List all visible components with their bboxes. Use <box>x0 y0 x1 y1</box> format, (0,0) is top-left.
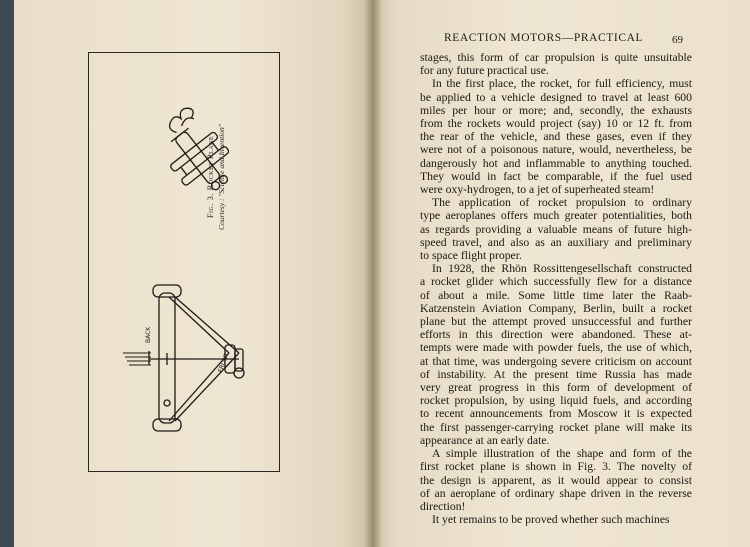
page-number: 69 <box>672 34 683 46</box>
open-book <box>14 0 750 547</box>
text-line: at that time, was undergoing severe criticism on account <box>420 354 692 368</box>
text-line: very great progress in this form of development of <box>420 381 692 395</box>
text-line: speed travel, and also as an auxiliary and preliminary <box>420 235 692 249</box>
text-line: were not of a poisonous nature, would, nevertheless, be <box>420 143 692 157</box>
text-line: as regards providing a valuable means of future high- <box>420 222 692 236</box>
text-line: of about a mile. Some little time later the Raab- <box>420 288 692 302</box>
text-line: The application of rocket propulsion to ordinary <box>432 196 692 210</box>
text-line: It yet remains to be proved whether such machines <box>432 513 670 527</box>
rocket-plane-illustration <box>89 53 281 473</box>
text-line: the first passenger-carrying rocket plane will make its <box>420 420 692 434</box>
figure-label-back: BACK <box>145 326 152 343</box>
text-line: dangerously hot and inflammable to anything touched. <box>420 156 692 170</box>
text-line: of instability. At the present time Russia has made <box>420 367 692 381</box>
text-line: be applied to a vehicle designed to travel at least 600 <box>420 90 692 104</box>
text-line: to recent announcements from Moscow it is expected <box>420 407 692 421</box>
text-line: first rocket plane is shown in Fig. 3. The novelty of <box>420 460 692 474</box>
text-line: efforts in this direction were abandoned. These at- <box>420 328 692 342</box>
text-line: Katzenstein Aviation Company, Berlin, built a rocket <box>420 301 692 315</box>
text-line: the rear of the vehicle, and these gases, even if they <box>420 130 692 144</box>
text-line: A simple illustration of the shape and form of the <box>432 447 692 461</box>
figure-label-front: FRONT <box>217 351 231 374</box>
text-line: miles per hour or more; and, secondly, the exhausts <box>420 103 692 117</box>
text-line: appearance at an early date. <box>420 433 550 447</box>
flying-plane-drawing <box>147 103 243 204</box>
text-line: were oxy-hydrogen, to a jet of superheated steam! <box>420 183 655 197</box>
text-line: to space flight proper. <box>420 249 522 263</box>
figure-caption-title: Fig. 3. Rocket Plane <box>205 135 215 219</box>
figure-caption-credit: Courtesy : "Science and Invention" <box>217 124 226 230</box>
book-gutter <box>364 0 382 547</box>
text-line: direction! <box>420 499 466 513</box>
text-line: the design is apparent, as it would appear to consist <box>420 473 692 487</box>
figure-plate <box>88 52 280 472</box>
text-line: from the rockets would project (say) 10 or 12 ft. from <box>420 117 692 131</box>
text-line: type aeroplanes offers much greater potentialities, both <box>420 209 692 223</box>
text-line: They would in fact be comparable, if the fuel used <box>420 169 692 183</box>
text-line: In the first place, the rocket, for full efficiency, must <box>432 77 692 91</box>
text-line: stages, this form of car propulsion is quite unsuitable <box>420 51 692 64</box>
text-line: plane but the attempt proved unsuccessful and further <box>420 315 692 329</box>
running-head: REACTION MOTORS—PRACTICAL <box>444 32 644 44</box>
text-line: tempts were made with powder fuels, the use of which, <box>420 341 692 355</box>
text-line: for any future practical use. <box>420 64 549 78</box>
text-line: In 1928, the Rhön Rossittengesellschaft constructed <box>432 262 692 276</box>
text-line: a rocket glider which successfully flew for a distance <box>420 275 692 289</box>
body-text <box>420 51 692 526</box>
left-page <box>14 0 372 547</box>
text-line: rocket propulsion, by using liquid fuels, and according <box>420 394 692 408</box>
text-line: of an aeroplane of ordinary shape driven in the reverse <box>420 486 692 500</box>
